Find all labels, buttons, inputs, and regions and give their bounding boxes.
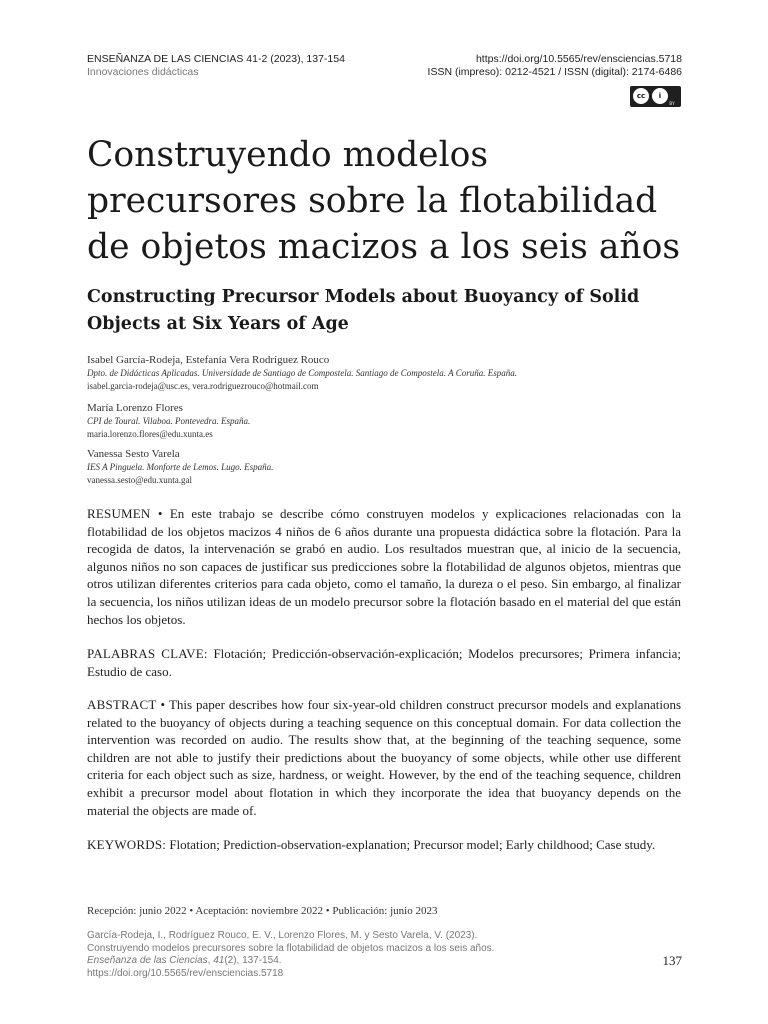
author-email[interactable]: vanessa.sesto@edu.xunta.gal — [87, 475, 193, 485]
keywords-label: KEYWORDS: — [87, 837, 167, 852]
license-by-label: BY — [669, 101, 675, 106]
citation-authors: García-Rodeja, I., Rodríguez Rouco, E. V., Lorenzo Flores, M. y Sesto Varela, V. (2023). — [87, 930, 478, 941]
keywords-text: Flotation; Prediction-observation-explanation; Precursor model; Early childhood; Case study. — [169, 837, 656, 852]
author-names: María Lorenzo Flores — [87, 402, 183, 414]
author-block-3 — [87, 447, 273, 487]
citation-issue-pages: (2), 137-154. — [224, 955, 282, 966]
cc-icon: cc — [633, 88, 649, 104]
journal-issue-line: ENSEÑANZA DE LAS CIENCIAS 41-2 (2023), 137-154 — [87, 53, 345, 65]
creative-commons-by-icon[interactable] — [630, 86, 681, 107]
citation-doi[interactable]: https://doi.org/10.5565/rev/ensciencias.5718 — [87, 967, 284, 979]
author-names: Isabel García-Rodeja, Estefanía Vera Rodríguez Rouco — [87, 354, 330, 366]
resumen-label: RESUMEN • — [87, 506, 163, 521]
author-email[interactable]: maria.lorenzo.flores@edu.xunta.es — [87, 429, 213, 439]
publication-dates: Recepción: junio 2022 • Aceptación: noviembre 2022 • Publicación: junio 2023 — [87, 905, 438, 917]
article-title-spanish: Construyendo modelos precursores sobre la flotabilidad de objetos macizos a los seis años — [87, 135, 681, 267]
author-block-2 — [87, 401, 250, 441]
palabras-clave-label: PALABRAS CLAVE: — [87, 646, 208, 661]
resumen-text: En este trabajo se describe cómo construyen modelos y explicaciones relacionadas con la flotabilidad de los objetos macizos 4 niños de 6 años durante una propuesta didáctica sobre la flotación. Para la recogida de datos, la intervenación se grabó en audio. Los resultados muestran que, al inicio de la secuencia, algunos niños no son capaces de justificar sus predicciones sobre la flotabilidad de algunos objetos, mientras que otros utilizan diferentes criterios para cada objeto, como el tamaño, la dureza o el peso. Sin embargo, al finalizar la secuencia, los niños utilizan ideas de un modelo precursor sobre la flotación basado en el material del que están hechos los objetos. — [87, 506, 681, 627]
abstract-paragraph — [87, 696, 681, 819]
section-label: Innovaciones didácticas — [87, 66, 199, 78]
citation-source: Enseñanza de las Ciencias, 41(2), 137-154. — [87, 955, 282, 966]
author-affiliation: IES A Pinguela. Monforte de Lemos. Lugo. España. — [87, 462, 274, 472]
citation-block — [87, 930, 494, 980]
author-block-1 — [87, 353, 517, 393]
attribution-icon: i — [652, 88, 668, 104]
author-names: Vanessa Sesto Varela — [87, 448, 180, 460]
abstract-label: ABSTRACT • — [87, 697, 166, 712]
citation-journal: Enseñanza de las Ciencias — [87, 955, 208, 966]
abstract-text: This paper describes how four six-year-old children construct precursor models and explanations related to the buoyancy of objects during a teaching sequence on this conceptual domain. For data collection the intervention was recorded on audio. The results show that, at the beginning of the teaching sequence, some children are not able to justify their predictions about the buoyancy of some objects, while other use different criteria for each object such as size, hardness, or weight. However, by the end of the teaching sequence, children exhibit a precursor model about flotation in which they incorporate the idea that buoyancy depends on the material the objects are made of. — [87, 697, 682, 818]
resumen-paragraph — [87, 505, 681, 628]
citation-volume: 41 — [213, 955, 225, 966]
author-affiliation: CPI de Toural. Vilaboa. Pontevedra. España. — [87, 416, 251, 426]
doi-link[interactable]: https://doi.org/10.5565/rev/ensciencias.5718 — [475, 53, 682, 65]
issn-line: ISSN (impreso): 0212-4521 / ISSN (digital): 2174-6486 — [427, 66, 682, 78]
page-number: 137 — [662, 953, 682, 968]
author-email[interactable]: isabel.garcia-rodeja@usc.es, vera.rodriguezrouco@hotmail.com — [87, 381, 319, 391]
keywords-paragraph — [87, 836, 681, 854]
palabras-clave-text: Flotación; Predicción-observación-explicación; Modelos precursores; Primera infancia; Estudio de caso. — [87, 646, 682, 679]
article-title-english: Constructing Precursor Models about Buoyancy of Solid Objects at Six Years of Age — [87, 287, 640, 334]
palabras-clave-paragraph — [87, 645, 681, 680]
author-affiliation: Dpto. de Didácticas Aplicadas. Universidade de Santiago de Compostela. Santiago de Compostela. A Coruña. España. — [87, 368, 517, 378]
citation-title: Construyendo modelos precursores sobre la flotabilidad de objetos macizos a los seis años. — [87, 942, 495, 954]
